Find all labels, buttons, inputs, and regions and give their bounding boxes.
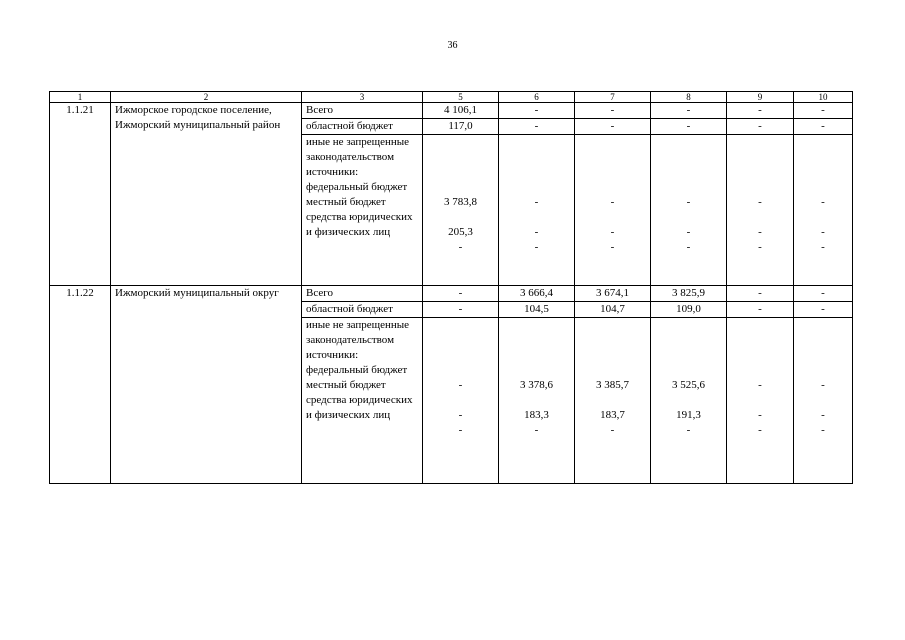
row-code: 1.1.22 (50, 286, 111, 484)
other-sources-intro: иные не запрещенные законодательством источники: (306, 319, 410, 361)
source-label: местный бюджет (306, 196, 386, 208)
source-label: федеральный бюджет (306, 181, 408, 193)
value-cell: 3 666,4 (499, 286, 575, 302)
value-cell: 3 674,1 (575, 286, 651, 302)
value-cell: - - - (575, 135, 651, 286)
financing-table (49, 91, 853, 484)
value-cell: - (651, 119, 727, 135)
value-cell: - (727, 119, 794, 135)
value-cell: - (651, 103, 727, 119)
header-cell: 5 (423, 92, 499, 103)
source-label: средства юридических и физических лиц (306, 394, 413, 421)
row-name: Ижморский муниципальный округ (111, 286, 302, 484)
value-cell: - (423, 286, 499, 302)
value-cell: - - - (499, 135, 575, 286)
value-cell: 3 385,7 183,7 - (575, 318, 651, 484)
value-cell: - (727, 103, 794, 119)
value-cell: - (794, 286, 853, 302)
value-cell: - (575, 103, 651, 119)
row-code: 1.1.21 (50, 103, 111, 286)
source-label: средства юридических и физических лиц (306, 211, 413, 238)
value-cell: - - - (794, 318, 853, 484)
other-sources-cell (302, 318, 423, 484)
value-cell: - (423, 302, 499, 318)
table-row (50, 286, 853, 302)
other-sources-cell (302, 135, 423, 286)
value-cell: 3 783,8 205,3 - (423, 135, 499, 286)
value-cell: 104,5 (499, 302, 575, 318)
value-cell: - (794, 119, 853, 135)
header-cell: 10 (794, 92, 853, 103)
value-cell: - - - (794, 135, 853, 286)
value-cell: - (727, 302, 794, 318)
header-cell: 1 (50, 92, 111, 103)
value-cell: - - - (423, 318, 499, 484)
row-name: Ижморское городское поселение, Ижморский муниципальный район (111, 103, 302, 286)
value-cell: - (575, 119, 651, 135)
other-sources-intro: иные не запрещенные законодательством источники: (306, 136, 410, 178)
value-cell: 3 825,9 (651, 286, 727, 302)
source-label: Всего (302, 103, 423, 119)
header-cell: 9 (727, 92, 794, 103)
header-row (50, 92, 853, 103)
value-cell: - (794, 302, 853, 318)
value-cell: - (499, 119, 575, 135)
value-cell: 117,0 (423, 119, 499, 135)
source-label: областной бюджет (302, 302, 423, 318)
value-cell: - - - (727, 318, 794, 484)
header-cell: 7 (575, 92, 651, 103)
source-label: Всего (302, 286, 423, 302)
value-cell: 4 106,1 (423, 103, 499, 119)
source-label: федеральный бюджет (306, 364, 408, 376)
value-cell: - - - (651, 135, 727, 286)
value-cell: 3 378,6 183,3 - (499, 318, 575, 484)
header-cell: 8 (651, 92, 727, 103)
header-cell: 2 (111, 92, 302, 103)
header-cell: 6 (499, 92, 575, 103)
value-cell: 104,7 (575, 302, 651, 318)
table-row (50, 103, 853, 119)
header-cell: 3 (302, 92, 423, 103)
value-cell: - - - (727, 135, 794, 286)
value-cell: 109,0 (651, 302, 727, 318)
source-label: местный бюджет (306, 379, 386, 391)
value-cell: - (499, 103, 575, 119)
source-label: областной бюджет (302, 119, 423, 135)
page-number: 36 (447, 40, 458, 51)
value-cell: - (794, 103, 853, 119)
value-cell: 3 525,6 191,3 - (651, 318, 727, 484)
value-cell: - (727, 286, 794, 302)
